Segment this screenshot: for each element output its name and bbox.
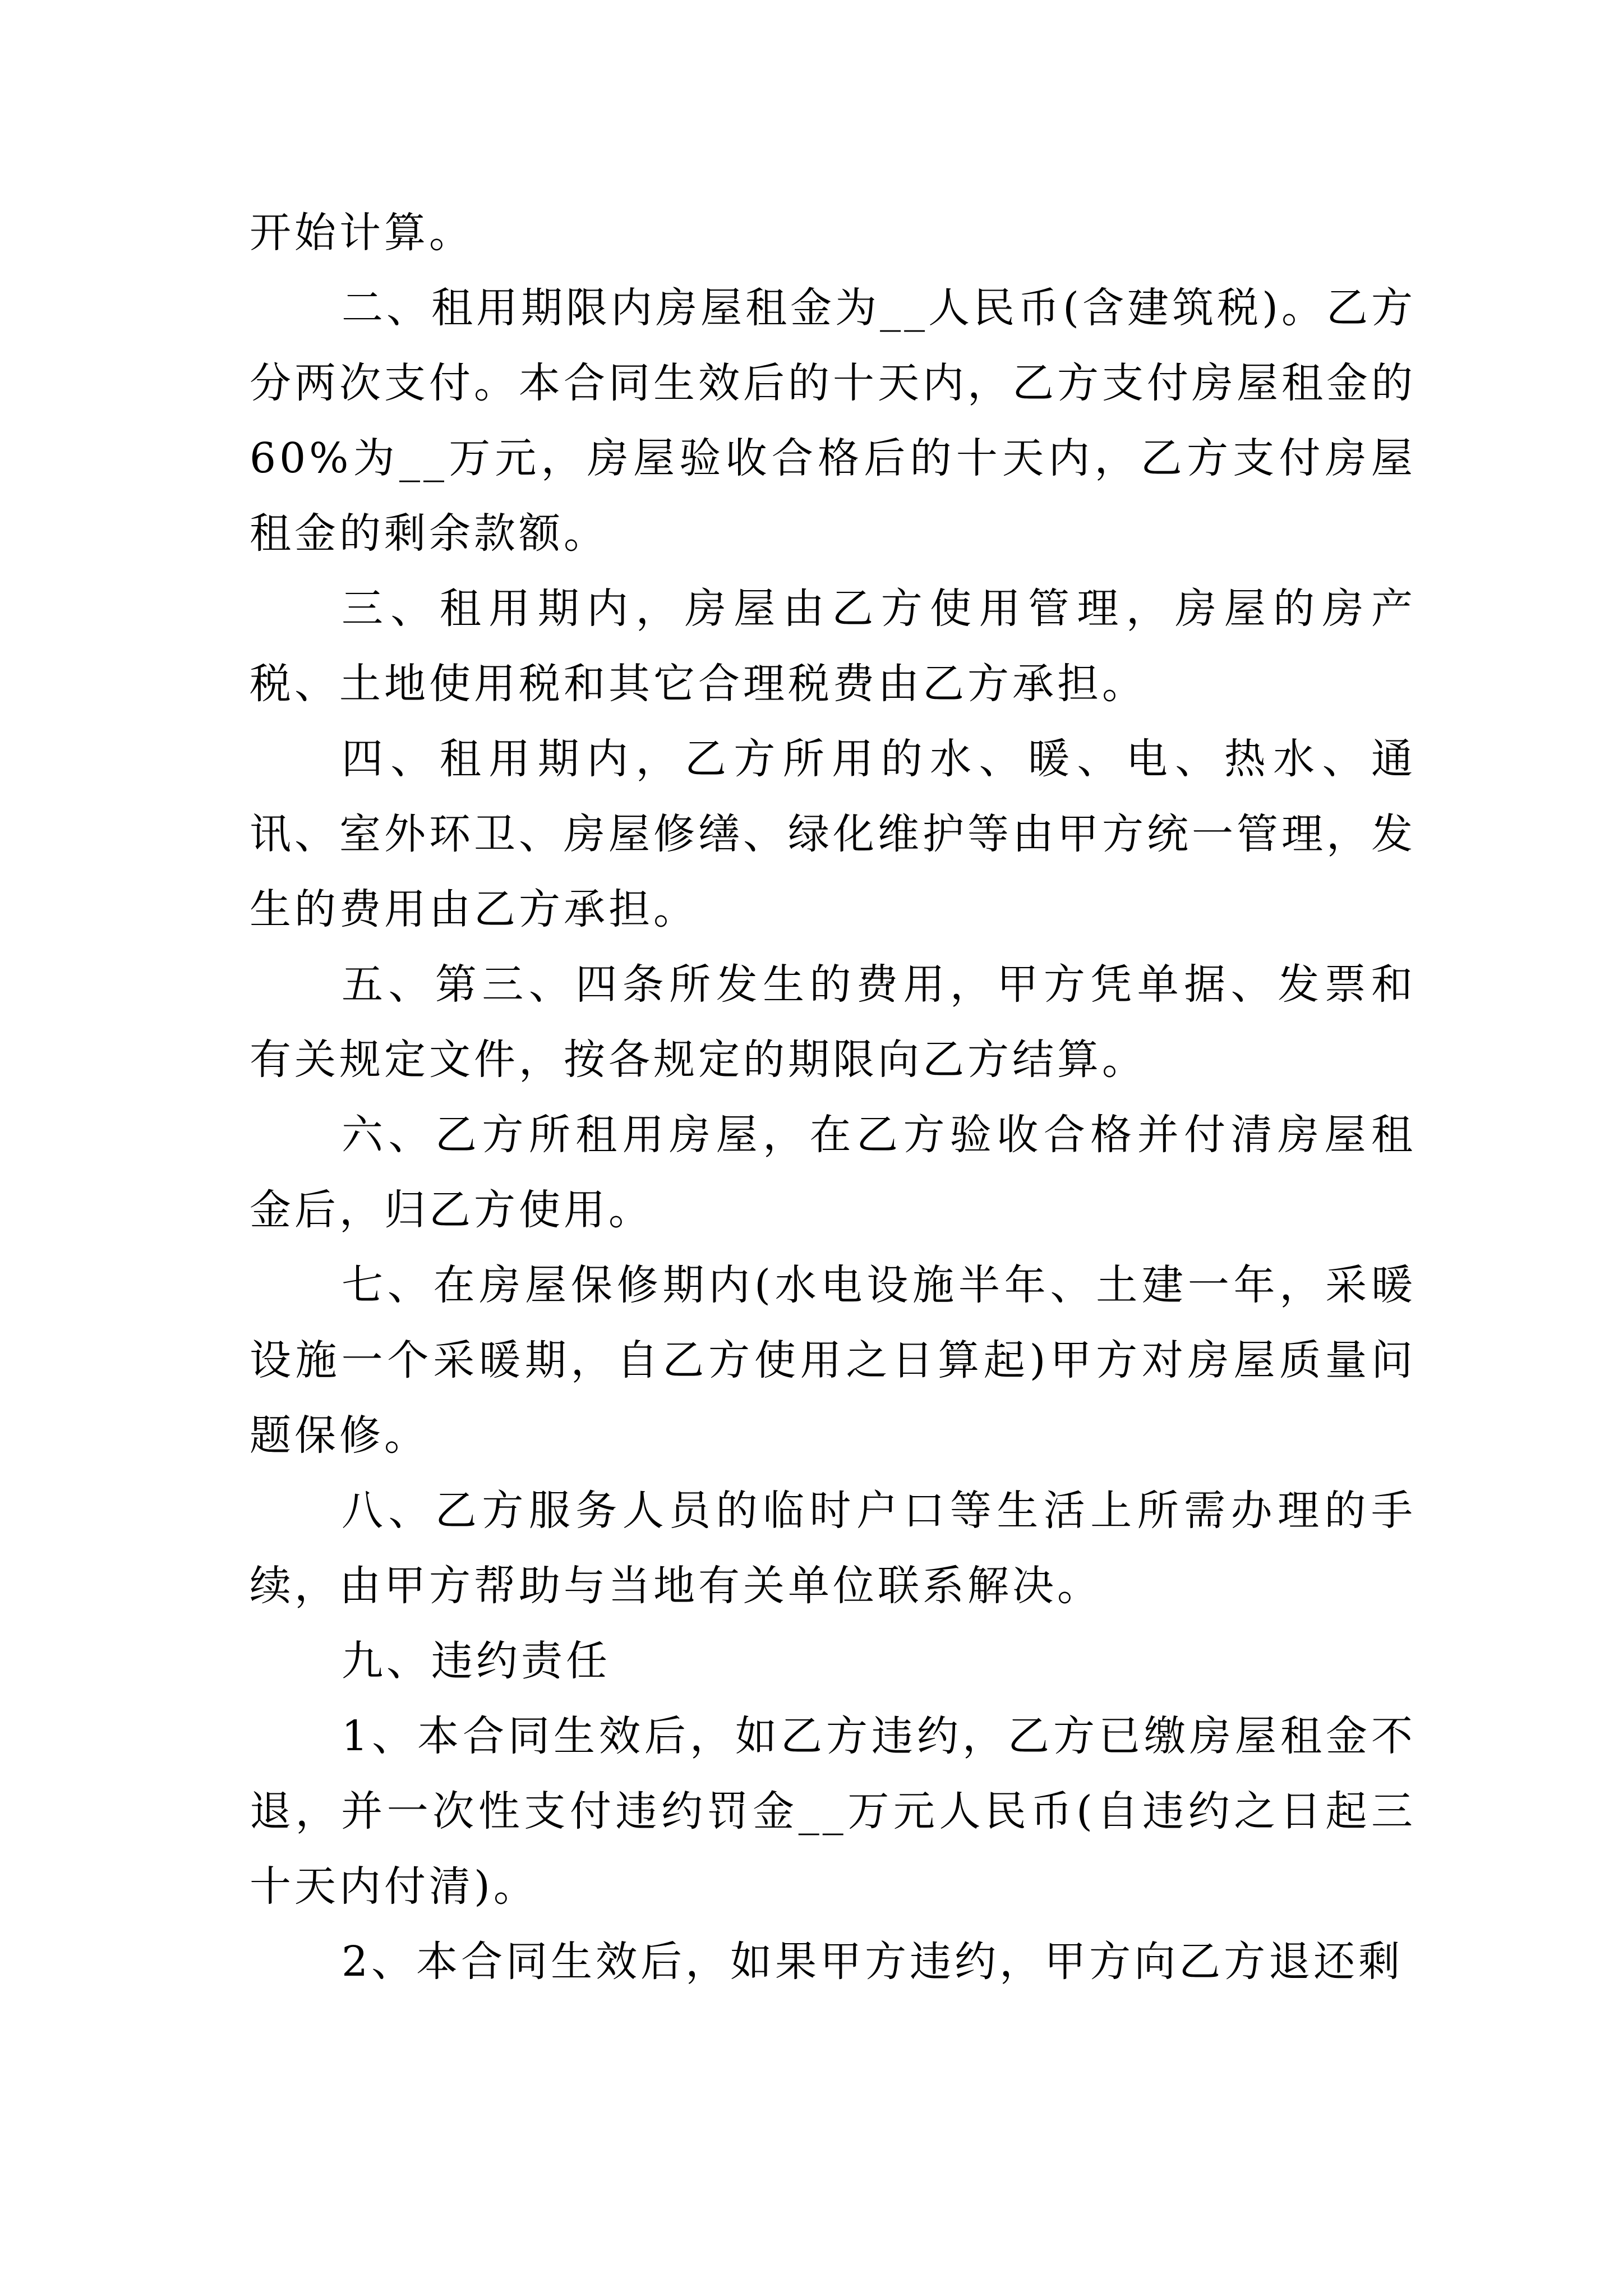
paragraph-clause-4-utilities: 四、租用期内，乙方所用的水、暖、电、热水、通讯、室外环卫、房屋修缮、绿化维护等由甲方统一管理，发生的费用由乙方承担。 <box>250 735 1416 933</box>
paragraph-clause-7-warranty: 七、在房屋保修期内(水电设施半年、土建一年，采暖设施一个采暖期，自乙方使用之日算起)甲方对房屋质量问题保修。 <box>250 1261 1416 1460</box>
paragraph-clause-3-taxes: 三、租用期内，房屋由乙方使用管理，房屋的房产税、土地使用税和其它合理税费由乙方承担。 <box>250 585 1416 708</box>
paragraph-0: 开始计算。 <box>250 209 474 257</box>
paragraph-clause-9-2: 2、本合同生效后，如果甲方违约，甲方向乙方退还剩 <box>342 1938 1404 1986</box>
paragraph-clause-9-heading: 九、违约责任 <box>342 1637 611 1685</box>
paragraph-clause-8-registration: 八、乙方服务人员的临时户口等生活上所需办理的手续，由甲方帮助与当地有关单位联系解决。 <box>250 1487 1416 1610</box>
paragraph-clause-9-1: 1、本合同生效后，如乙方违约，乙方已缴房屋租金不退，并一次性支付违约罚金__万元人民币(自违约之日起三十天内付清)。 <box>250 1712 1416 1911</box>
document-body <box>250 195 1416 1999</box>
paragraph-clause-5-settlement: 五、第三、四条所发生的费用，甲方凭单据、发票和有关规定文件，按各规定的期限向乙方结算。 <box>250 960 1416 1084</box>
paragraph-clause-2-rent: 二、租用期限内房屋租金为__人民币(含建筑税)。乙方分两次支付。本合同生效后的十天内，乙方支付房屋租金的60%为__万元，房屋验收合格后的十天内，乙方支付房屋租金的剩余款额。 <box>250 284 1416 558</box>
paragraph-clause-6-usage: 六、乙方所租用房屋，在乙方验收合格并付清房屋租金后，归乙方使用。 <box>250 1111 1416 1234</box>
